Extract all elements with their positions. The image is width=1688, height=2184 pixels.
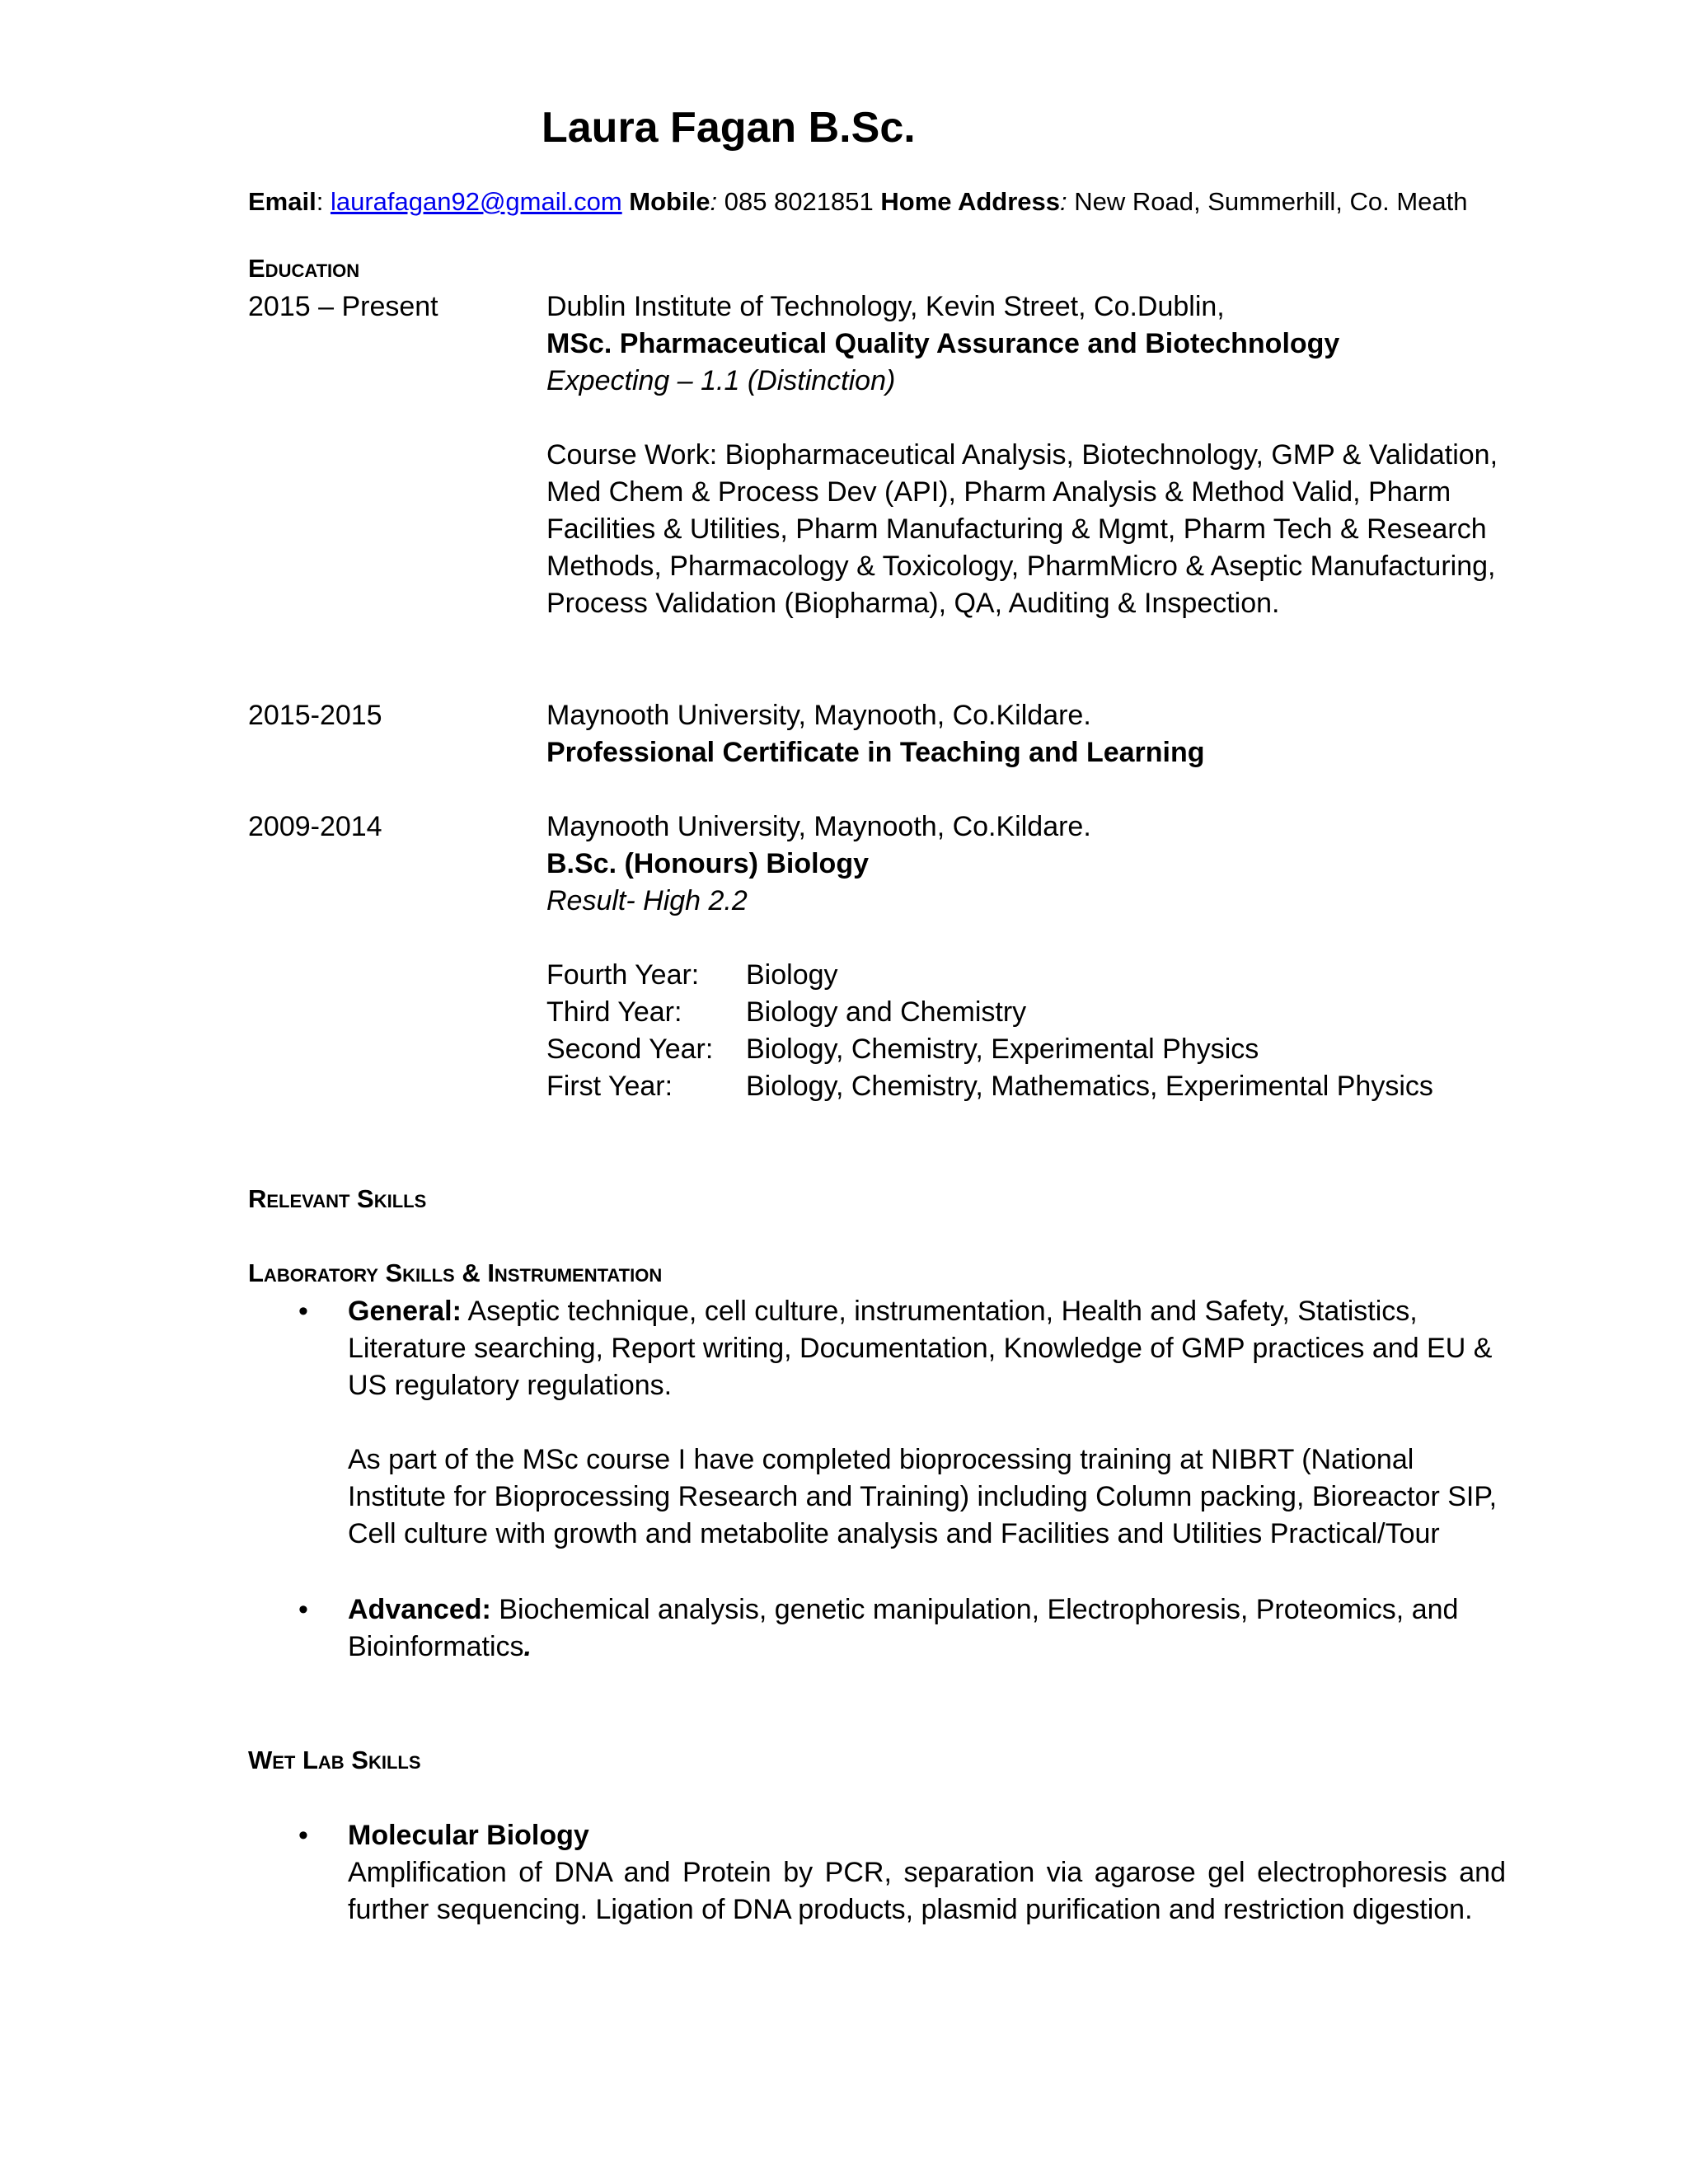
bullet-icon: • xyxy=(298,1296,308,1327)
year-label: First Year: xyxy=(546,1071,673,1102)
year-label: Fourth Year: xyxy=(546,959,700,991)
result: Expecting – 1.1 (Distinction) xyxy=(546,365,896,396)
general-skills-text xyxy=(348,1293,1506,1404)
year-subjects: Biology, Chemistry, Experimental Physics xyxy=(746,1033,1259,1065)
result: Result- High 2.2 xyxy=(546,885,748,916)
education-detail xyxy=(546,697,1511,771)
coursework: Course Work: Biopharmaceutical Analysis, Biotechnology, GMP & Validation, Med Chem & Process Dev (API), Pharm Analysis & Method Valid, Pharm Facilities & Utilities, Pharm Manufacturing & Mgmt, Pharm Tech & Research Methods, Pharmacology & Toxicology, PharmMicro & Aseptic Manufacturing, Process Validation (Biopharma), QA, Auditing & Inspection. xyxy=(546,439,1498,619)
general-note: As part of the MSc course I have completed bioprocessing training at NIBRT (National Institute for Bioprocessing Research and Training) including Column packing, Bioreactor SIP, Cell culture with growth and metabolite analysis and Facilities and Utilities Practical/Tour xyxy=(348,1444,1498,1549)
advanced-end: . xyxy=(523,1631,532,1662)
year-subjects: Biology, Chemistry, Mathematics, Experimental Physics xyxy=(746,1071,1433,1102)
year-label: Third Year: xyxy=(546,996,682,1028)
education-date: 2015-2015 xyxy=(248,700,382,731)
bullet-icon: • xyxy=(298,1594,308,1625)
institution: Maynooth University, Maynooth, Co.Kildare. xyxy=(546,811,1091,842)
year-label: Second Year: xyxy=(546,1033,714,1065)
general-label: General: xyxy=(348,1296,462,1327)
degree: MSc. Pharmaceutical Quality Assurance and Biotechnology xyxy=(546,328,1340,359)
general-skills-item xyxy=(298,1293,1506,1553)
degree: Professional Certificate in Teaching and Learning xyxy=(546,737,1205,768)
mobile-label: Mobile xyxy=(629,187,710,216)
address-value: New Road, Summerhill, Co. Meath xyxy=(1074,187,1468,216)
contact-line: Email: laurafagan92@gmail.com Mobile: 085 8021851 Home Address: New Road, Summerhill, Co. Meath xyxy=(248,187,1468,216)
advanced-text: Biochemical analysis, genetic manipulation, Electrophoresis, Proteomics, and Bioinformatics xyxy=(348,1594,1459,1662)
institution: Maynooth University, Maynooth, Co.Kildare. xyxy=(546,700,1091,731)
education-date: 2009-2014 xyxy=(248,811,382,842)
address-label: Home Address xyxy=(880,187,1061,216)
advanced-skills-item xyxy=(298,1591,1506,1666)
year-subjects: Biology xyxy=(746,959,838,991)
candidate-name: Laura Fagan B.Sc. xyxy=(542,104,916,152)
email-link[interactable]: laurafagan92@gmail.com xyxy=(330,187,622,216)
mobile-value: 085 8021851 xyxy=(724,187,874,216)
degree: B.Sc. (Honours) Biology xyxy=(546,848,869,879)
wet-lab-heading: Wet Lab Skills xyxy=(248,1746,421,1774)
education-detail xyxy=(546,288,1511,622)
skills-heading: Relevant Skills xyxy=(248,1184,427,1213)
year-breakdown xyxy=(546,957,1511,1105)
email-label: Email xyxy=(248,187,316,216)
general-text: Aseptic technique, cell culture, instrumentation, Health and Safety, Statistics, Literature searching, Report writing, Documentation, Knowledge of GMP practices and EU & US regulatory regulations. xyxy=(348,1296,1493,1401)
education-detail xyxy=(546,808,1511,1105)
advanced-skills-text xyxy=(348,1591,1506,1666)
molecular-label: Molecular Biology xyxy=(348,1820,589,1851)
year-subjects: Biology and Chemistry xyxy=(746,996,1027,1028)
molecular-text: Amplification of DNA and Protein by PCR, separation via agarose gel electrophoresis and further sequencing. Ligation of DNA products, plasmid purification and restriction digestion. xyxy=(348,1857,1506,1925)
institution: Dublin Institute of Technology, Kevin Street, Co.Dublin, xyxy=(546,291,1225,322)
advanced-label: Advanced: xyxy=(348,1594,491,1625)
molecular-biology-item xyxy=(298,1817,1506,1929)
lab-skills-heading: Laboratory Skills & Instrumentation xyxy=(248,1258,663,1287)
education-date: 2015 – Present xyxy=(248,291,438,322)
education-heading: Education xyxy=(248,254,360,283)
bullet-icon: • xyxy=(298,1820,308,1851)
